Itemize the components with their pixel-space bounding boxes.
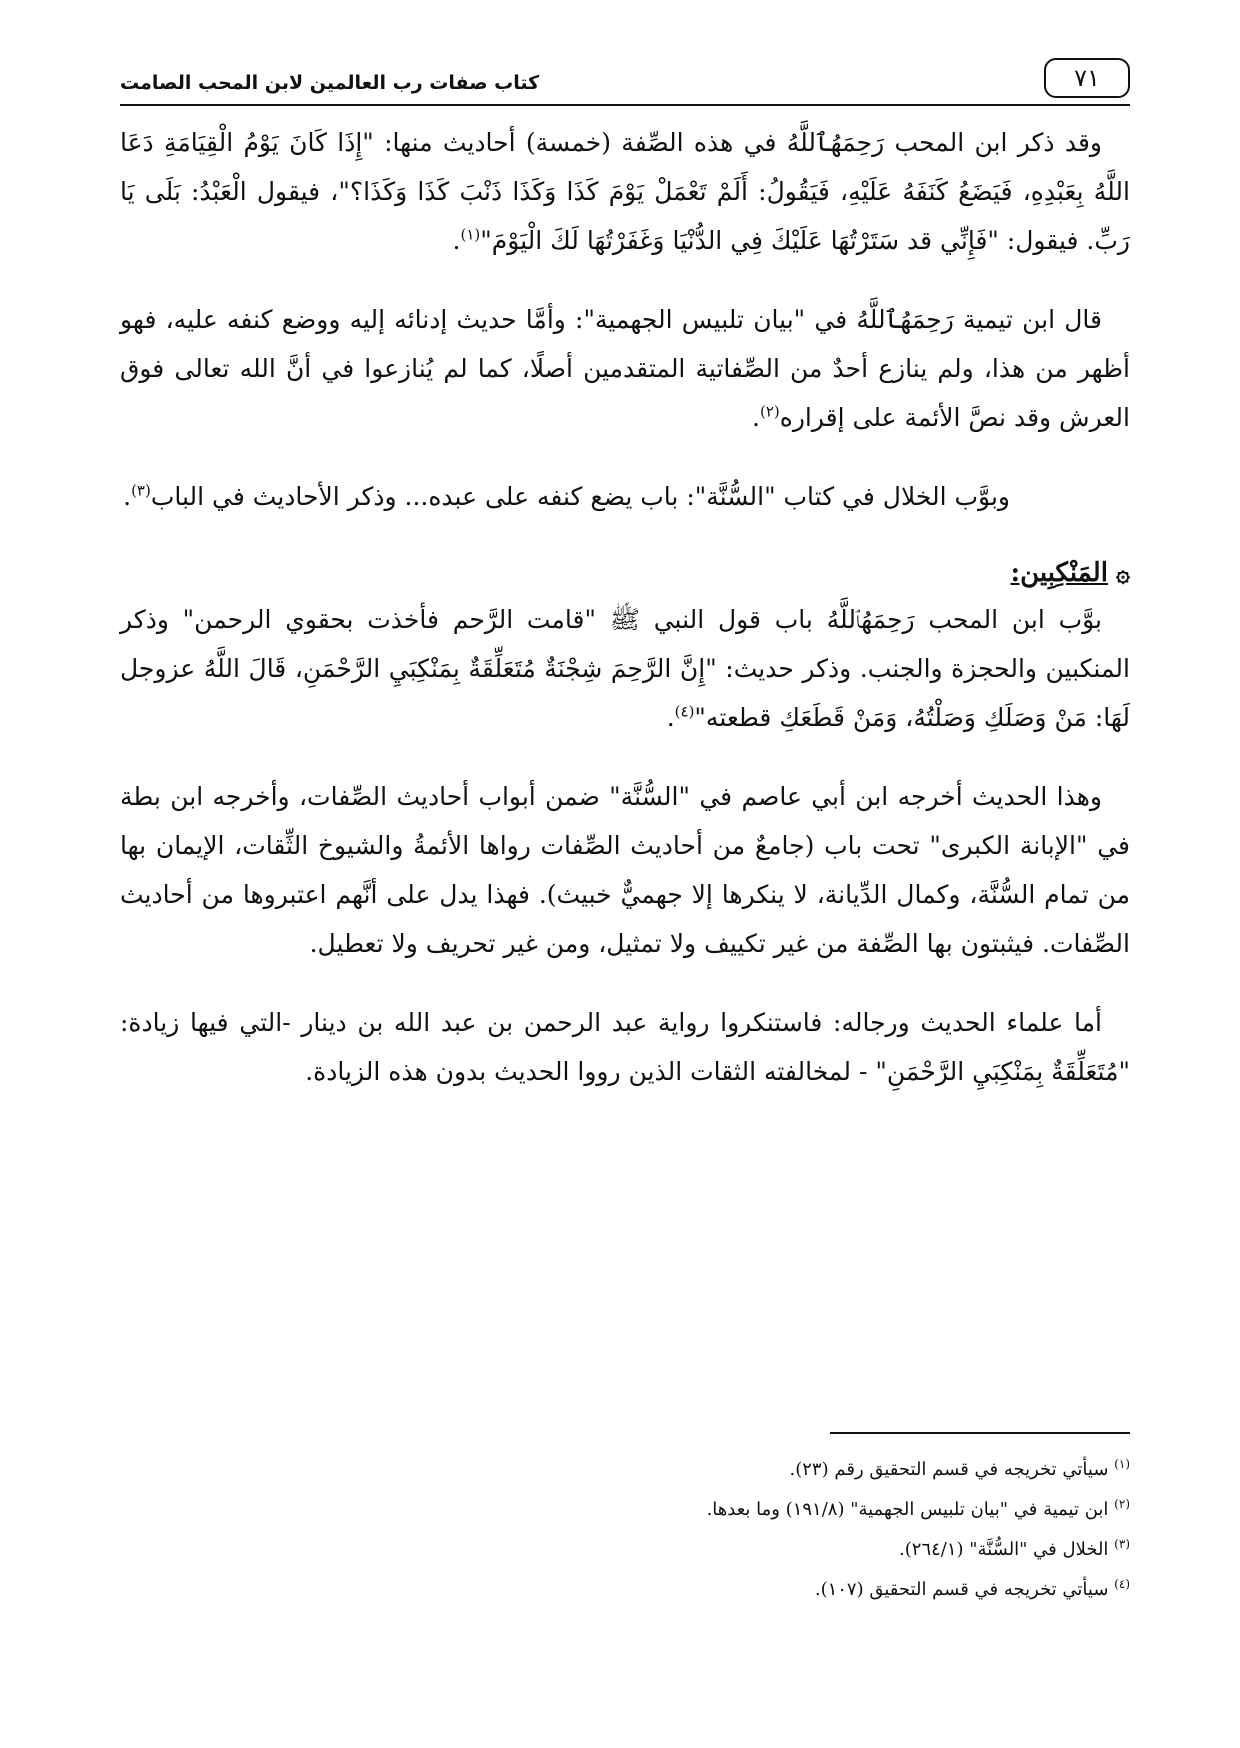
- paragraph-1: وقد ذكر ابن المحب رَحِمَهُٱللَّهُ في هذه الصِّفة (خمسة) أحاديث منها: "إِذَا كَانَ يَوْمُ الْقِيَامَةِ دَعَا اللَّهُ بِعَبْدِهِ، فَيَضَعُ كَنَفَهُ عَلَيْهِ، فَيَقُولُ: أَلَمْ تَعْمَلْ يَوْمَ كَذَا وَكَذَا ذَنْبَ كَذَا وَكَذَا؟"، فيقول الْعَبْدُ: بَلَى يَا رَبِّ. فيقول: "فَإِنِّي قد سَتَرْتُهَا عَلَيْكَ فِي الدُّنْيَا وَغَفَرْتُهَا لَكَ الْيَوْمَ"$^{(١)}$.: [120, 128, 1130, 255]
- section-paragraph-2: وهذا الحديث أخرجه ابن أبي عاصم في "السُّنَّة" ضمن أبواب أحاديث الصِّفات، وأخرجه ابن بطة في "الإبانة الكبرى" تحت باب (جامعٌ من أحاديث الصِّفات رواها الأئمةُ والشيوخ الثِّقات، الإيمان بها من تمام السُّنَّة، وكمال الدِّيانة، لا ينكرها إلا جهميٌّ خبيث). فهذا يدل على أنَّهم اعتبروها من أحاديث الصِّفات. فيثبتون بها الصِّفة من غير تكييف ولا تمثيل، ومن غير تحريف ولا تعطيل.: [120, 782, 1130, 958]
- footnote: $^{(٣)}$ الخلال في "السُّنَّة" (٢٦٤/١).: [899, 1537, 1130, 1560]
- footnote-rule: [830, 1432, 1130, 1434]
- footnote: $^{(٢)}$ ابن تيمية في "بيان تلبيس الجهمية" (١٩١/٨) وما بعدها.: [706, 1497, 1130, 1520]
- paragraph-3: وبوَّب الخلال في كتاب "السُّنَّة": باب يضع كنفه على عبده... وذكر الأحاديث في الباب$^{(٣)}$.: [123, 481, 1010, 511]
- paragraph-2: قال ابن تيمية رَحِمَهُٱللَّهُ في "بيان تلبيس الجهمية": وأمَّا حديث إدنائه إليه ووضع كنفه عليه، فهو أظهر من هذا، ولم ينازع أحدٌ من الصِّفاتية المتقدمين أصلًا، كما لم يُنازعوا في أنَّ الله تعالى فوق العرش وقد نصَّ الأئمة على إقراره$^{(٢)}$.: [120, 305, 1130, 432]
- footnotes: [120, 1450, 1130, 1610]
- book-title: كتاب صفات رب العالمين لابن المحب الصامت: [120, 72, 540, 94]
- body-text: [120, 118, 1130, 1126]
- page-header: [120, 58, 1130, 102]
- section-heading: [120, 551, 1130, 595]
- footnote-ref-3: (٣): [131, 481, 151, 500]
- footnote: $^{(٤)}$ سيأتي تخريجه في قسم التحقيق (١٠٧).: [814, 1577, 1130, 1600]
- section-title: المَنْكِبِين:: [1010, 558, 1108, 588]
- footnote-ref-1: (١): [460, 225, 481, 244]
- section-paragraph-3: أما علماء الحديث ورجاله: فاستنكروا رواية عبد الرحمن بن عبد الله بن دينار -التي فيها زيادة: "مُتَعَلِّقَةٌ بِمَنْكِبَيِ الرَّحْمَنِ" - لمخالفته الثقات الذين رووا الحديث بدون هذه الزيادة.: [120, 1008, 1130, 1086]
- star-ornament-icon: ۞: [1115, 558, 1130, 587]
- section-paragraph-1: بوَّب ابن المحب رَحِمَهُٱللَّهُ باب قول النبي ﷺ "قامت الرَّحم فأخذت بحقوي الرحمن" وذكر المنكبين والحجزة والجنب. وذكر حديث: "إِنَّ الرَّحِمَ شِجْنَةٌ مُتَعَلِّقَةٌ بِمَنْكِبَيِ الرَّحْمَنِ، قَالَ اللَّهُ عزوجل لَهَا: مَنْ وَصَلَكِ وَصَلْتُهُ، وَمَنْ قَطَعَكِ قطعته"$^{(٤)}$.: [120, 605, 1130, 732]
- header-rule: [120, 104, 1130, 106]
- footnote-ref-4: (٤): [674, 702, 695, 721]
- page-number: ٧١: [1074, 64, 1100, 92]
- page-number-box: [1044, 58, 1130, 98]
- footnote: $^{(١)}$ سيأتي تخريجه في قسم التحقيق رقم (٢٣).: [789, 1457, 1130, 1480]
- footnote-ref-2: (٢): [759, 402, 780, 421]
